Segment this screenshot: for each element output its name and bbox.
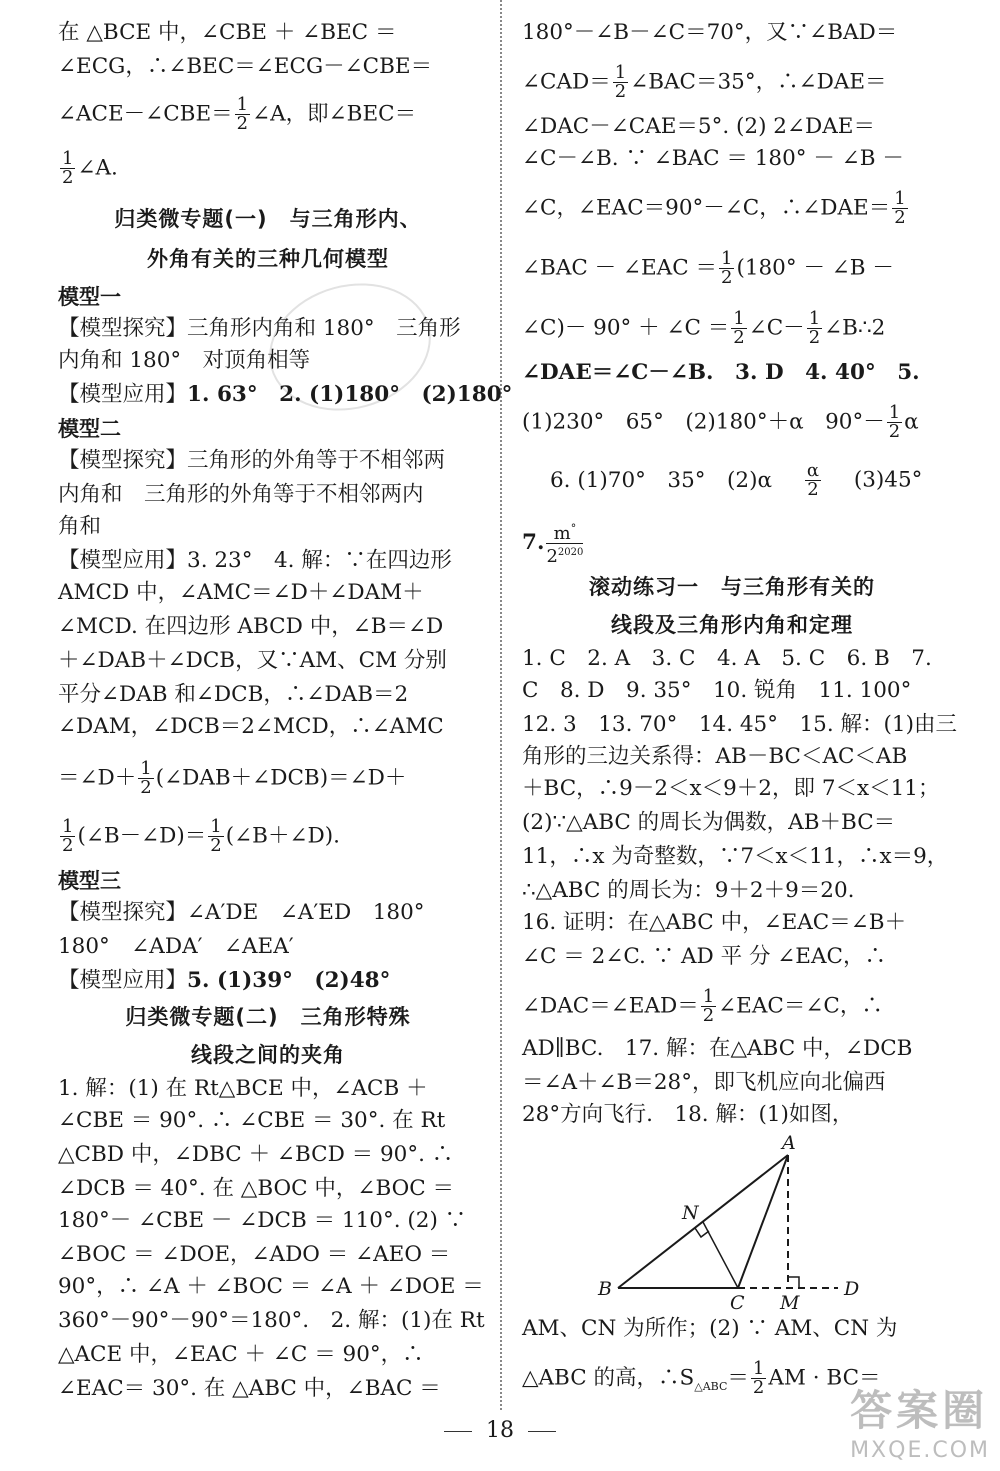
text-line: 【模型应用】5. (1)39° (2)48° xyxy=(58,968,391,993)
fraction: $\frac{m^\circ}{2^{2020}}$ xyxy=(546,522,584,567)
fraction: $\frac{1}{2}$ xyxy=(808,308,821,348)
text-line: 【模型探究】∠A′DE ∠A′ED 180° xyxy=(58,900,425,925)
right-angle-m xyxy=(788,1277,799,1288)
subsection-title: 模型一 xyxy=(58,285,121,309)
fraction: $\frac{1}{2}$ xyxy=(62,816,74,856)
text-line: 16. 证明：在△ABC 中，∠EAC＝∠B＋ xyxy=(522,910,907,935)
fraction: $\frac{1}{2}$ xyxy=(236,94,249,134)
column-divider xyxy=(500,0,503,1410)
text-line: 7. $\frac{m^\circ}{2^{2020}}$ xyxy=(522,522,584,567)
fraction: $\frac{1}{2}$ xyxy=(733,308,745,348)
text-line: ∠EAC＝ 30°. 在 △ABC 中，∠BAC ＝ xyxy=(58,1376,441,1401)
label-a: A xyxy=(782,1135,796,1154)
label-b: B xyxy=(598,1278,612,1300)
section-heading: 滚动练习一 与三角形有关的 xyxy=(589,575,875,599)
text-line: 角形的三边关系得：AB－BC＜AC＜AB xyxy=(522,744,908,769)
fraction: $\frac{1}{2}$ xyxy=(614,62,627,102)
label-c: C xyxy=(730,1292,745,1310)
text-line: ∠DCB ＝ 40°. 在 △BOC 中，∠BOC ＝ xyxy=(58,1176,455,1201)
text-line: AMCD 中，∠AMC＝∠D＋∠DAM＋ xyxy=(58,580,424,605)
text-line: ∠DAC－∠CAE＝5°. (2) 2∠DAE＝ xyxy=(522,114,875,139)
text-line: 角和 xyxy=(58,514,102,539)
text-line: 360°－90°－90°＝180°. 2. 解：(1)在 Rt xyxy=(58,1308,485,1333)
label-d: D xyxy=(844,1278,860,1300)
text-line: 180° ∠ADA′ ∠AEA′ xyxy=(58,934,294,959)
text-line: ＋∠DAB＋∠DCB，又∵AM、CM 分别 xyxy=(58,648,447,673)
text-line: ∠DAM，∠DCB＝2∠MCD，∴∠AMC xyxy=(58,714,444,739)
text-line: 6. (1)70° 35° (2)α $\frac{\alpha}{2}$ (3)45° xyxy=(550,460,923,500)
text-line: 内角和 180° 对顶角相等 xyxy=(58,348,311,373)
fraction: $\frac{1}{2}$ xyxy=(62,148,74,188)
text-line: ∠ACE－∠CBE＝ $\frac{1}{2}$ ∠A，即∠BEC＝ xyxy=(58,94,417,134)
fraction: $\frac{1}{2}$ xyxy=(888,402,901,442)
text-line: 内角和 三角形的外角等于不相邻两内 xyxy=(58,482,424,507)
watermark: 答案圈 MXQE.COM xyxy=(850,1386,990,1463)
text-line: 180°－∠B－∠C＝70°，又∵∠BAD＝ xyxy=(522,20,898,45)
text-line: ∴△ABC 的周长为：9＋2＋9＝20. xyxy=(522,878,855,903)
text-line: $\frac{1}{2}$ (∠B－∠D)＝ $\frac{1}{2}$ (∠B＋∠D). xyxy=(62,816,340,856)
page-number: 18 xyxy=(0,1418,1000,1443)
text-line: △ABC 的高，$\therefore S_{\triangle ABC}=$ $\frac{1}{2}$ AM · BC＝ xyxy=(522,1358,881,1398)
text-line: (1)230° 65° (2)180°＋α 90°－ $\frac{1}{2}$ α xyxy=(522,402,919,442)
text-line: $\frac{1}{2}$ ∠A. xyxy=(62,148,118,188)
subsection-title: 模型二 xyxy=(58,417,121,441)
text-line: C 8. D 9. 35° 10. 锐角 11. 100° xyxy=(522,678,912,703)
text-line: ∠DAC＝∠EAD＝ $\frac{1}{2}$ ∠EAC＝∠C，∴ xyxy=(522,986,883,1026)
triangle-figure xyxy=(590,1135,880,1310)
text-line: ∠BAC － ∠EAC ＝ $\frac{1}{2}$ (180° － ∠B － xyxy=(522,248,894,288)
fraction: $\frac{1}{2}$ xyxy=(140,758,152,798)
text-line: ∠ECG，∴∠BEC＝∠ECG－∠CBE＝ xyxy=(58,54,433,79)
text-line: ∠BOC ＝ ∠DOE，∠ADO ＝ ∠AEO ＝ xyxy=(58,1242,451,1267)
section-heading: 外角有关的三种几何模型 xyxy=(147,247,389,271)
text-line: 11，∴x 为奇整数，∵7＜x＜11，∴x＝9， xyxy=(522,844,949,869)
text-line: ∠C ＝ 2∠C. ∵ AD 平 分 ∠EAC，∴ xyxy=(522,944,886,969)
fraction: $\frac{1}{2}$ xyxy=(752,1358,765,1398)
text-line: 180°－ ∠CBE － ∠DCB ＝ 110°. (2) ∵ xyxy=(58,1208,467,1233)
text-line: 【模型探究】三角形的外角等于不相邻两 xyxy=(58,448,446,473)
text-line: ∠DAE＝∠C－∠B. 3. D 4. 40° 5. xyxy=(522,360,920,385)
text-line: ＝∠D＋ $\frac{1}{2}$ (∠DAB＋∠DCB)＝∠D＋ xyxy=(58,758,407,798)
text-line: 在 △BCE 中，∠CBE ＋ ∠BEC ＝ xyxy=(58,20,397,45)
section-heading: 归类微专题(二) 三角形特殊 xyxy=(125,1005,411,1029)
text-line: 12. 3 13. 70° 14. 45° 15. 解：(1)由三 xyxy=(522,712,957,737)
text-line: ∠C，∠EAC＝90°－∠C，∴∠DAE＝ $\frac{1}{2}$ xyxy=(522,188,906,228)
text-line: ∠C)－ 90° ＋ ∠C ＝ $\frac{1}{2}$ ∠C－ $\frac{1}{2}$ ∠B∴2 xyxy=(522,308,886,348)
text-line: ∠CAD＝ $\frac{1}{2}$ ∠BAC＝35°，∴∠DAE＝ xyxy=(522,62,887,102)
text-line: 1. 解：(1) 在 Rt△BCE 中，∠ACB ＋ xyxy=(58,1076,428,1101)
text-line: AM、CN 为所作；(2) ∵ AM、CN 为 xyxy=(522,1316,898,1341)
text-line: △ACE 中，∠EAC ＋ ∠C ＝ 90°，∴ xyxy=(58,1342,424,1367)
text-line: AD∥BC. 17. 解：在△ABC 中，∠DCB xyxy=(522,1036,913,1061)
text-line: 【模型应用】1. 63° 2. (1)180° (2)180° xyxy=(58,382,513,407)
text-line: ∠CBE ＝ 90°. ∴ ∠CBE ＝ 30°. 在 Rt xyxy=(58,1108,446,1133)
fraction: $\frac{1}{2}$ xyxy=(720,248,733,288)
section-heading: 归类微专题(一) 与三角形内、 xyxy=(114,207,422,231)
fraction: $\frac{1}{2}$ xyxy=(210,816,222,856)
subsection-title: 模型三 xyxy=(58,869,121,893)
text-line: ＋BC，∴9－2＜x＜9＋2，即 7＜x＜11； xyxy=(522,776,940,801)
text-line: ＝∠A＋∠B＝28°，即飞机应向北偏西 xyxy=(522,1070,886,1095)
text-line: (2)∵△ABC 的周长为偶数，AB＋BC＝ xyxy=(522,810,896,835)
text-line: 【模型探究】三角形内角和 180° 三角形 xyxy=(58,316,461,341)
fraction: $\frac{1}{2}$ xyxy=(894,188,906,228)
text-line: 90°，∴ ∠A ＋ ∠BOC ＝ ∠A ＋ ∠DOE ＝ xyxy=(58,1274,484,1299)
section-heading: 线段之间的夹角 xyxy=(191,1043,345,1067)
text-line: 平分∠DAB 和∠DCB，∴∠DAB＝2 xyxy=(58,682,409,707)
text-line: △CBD 中，∠DBC ＋ ∠BCD ＝ 90°. ∴ xyxy=(58,1142,454,1167)
fraction: $\frac{1}{2}$ xyxy=(702,986,715,1026)
text-line: ∠MCD. 在四边形 ABCD 中，∠B＝∠D xyxy=(58,614,444,639)
section-heading: 线段及三角形内角和定理 xyxy=(611,613,853,637)
text-line: 【模型应用】3. 23° 4. 解：∵在四边形 xyxy=(58,548,452,573)
text-line: 28°方向飞行. 18. 解：(1)如图， xyxy=(522,1102,854,1127)
label-m: M xyxy=(780,1292,800,1310)
text-line: 1. C 2. A 3. C 4. A 5. C 6. B 7. xyxy=(522,646,932,671)
fraction: $\frac{\alpha}{2}$ xyxy=(806,460,819,500)
text-line: ∠C－∠B. ∵ ∠BAC ＝ 180° － ∠B － xyxy=(522,146,904,171)
label-n: N xyxy=(682,1202,699,1224)
